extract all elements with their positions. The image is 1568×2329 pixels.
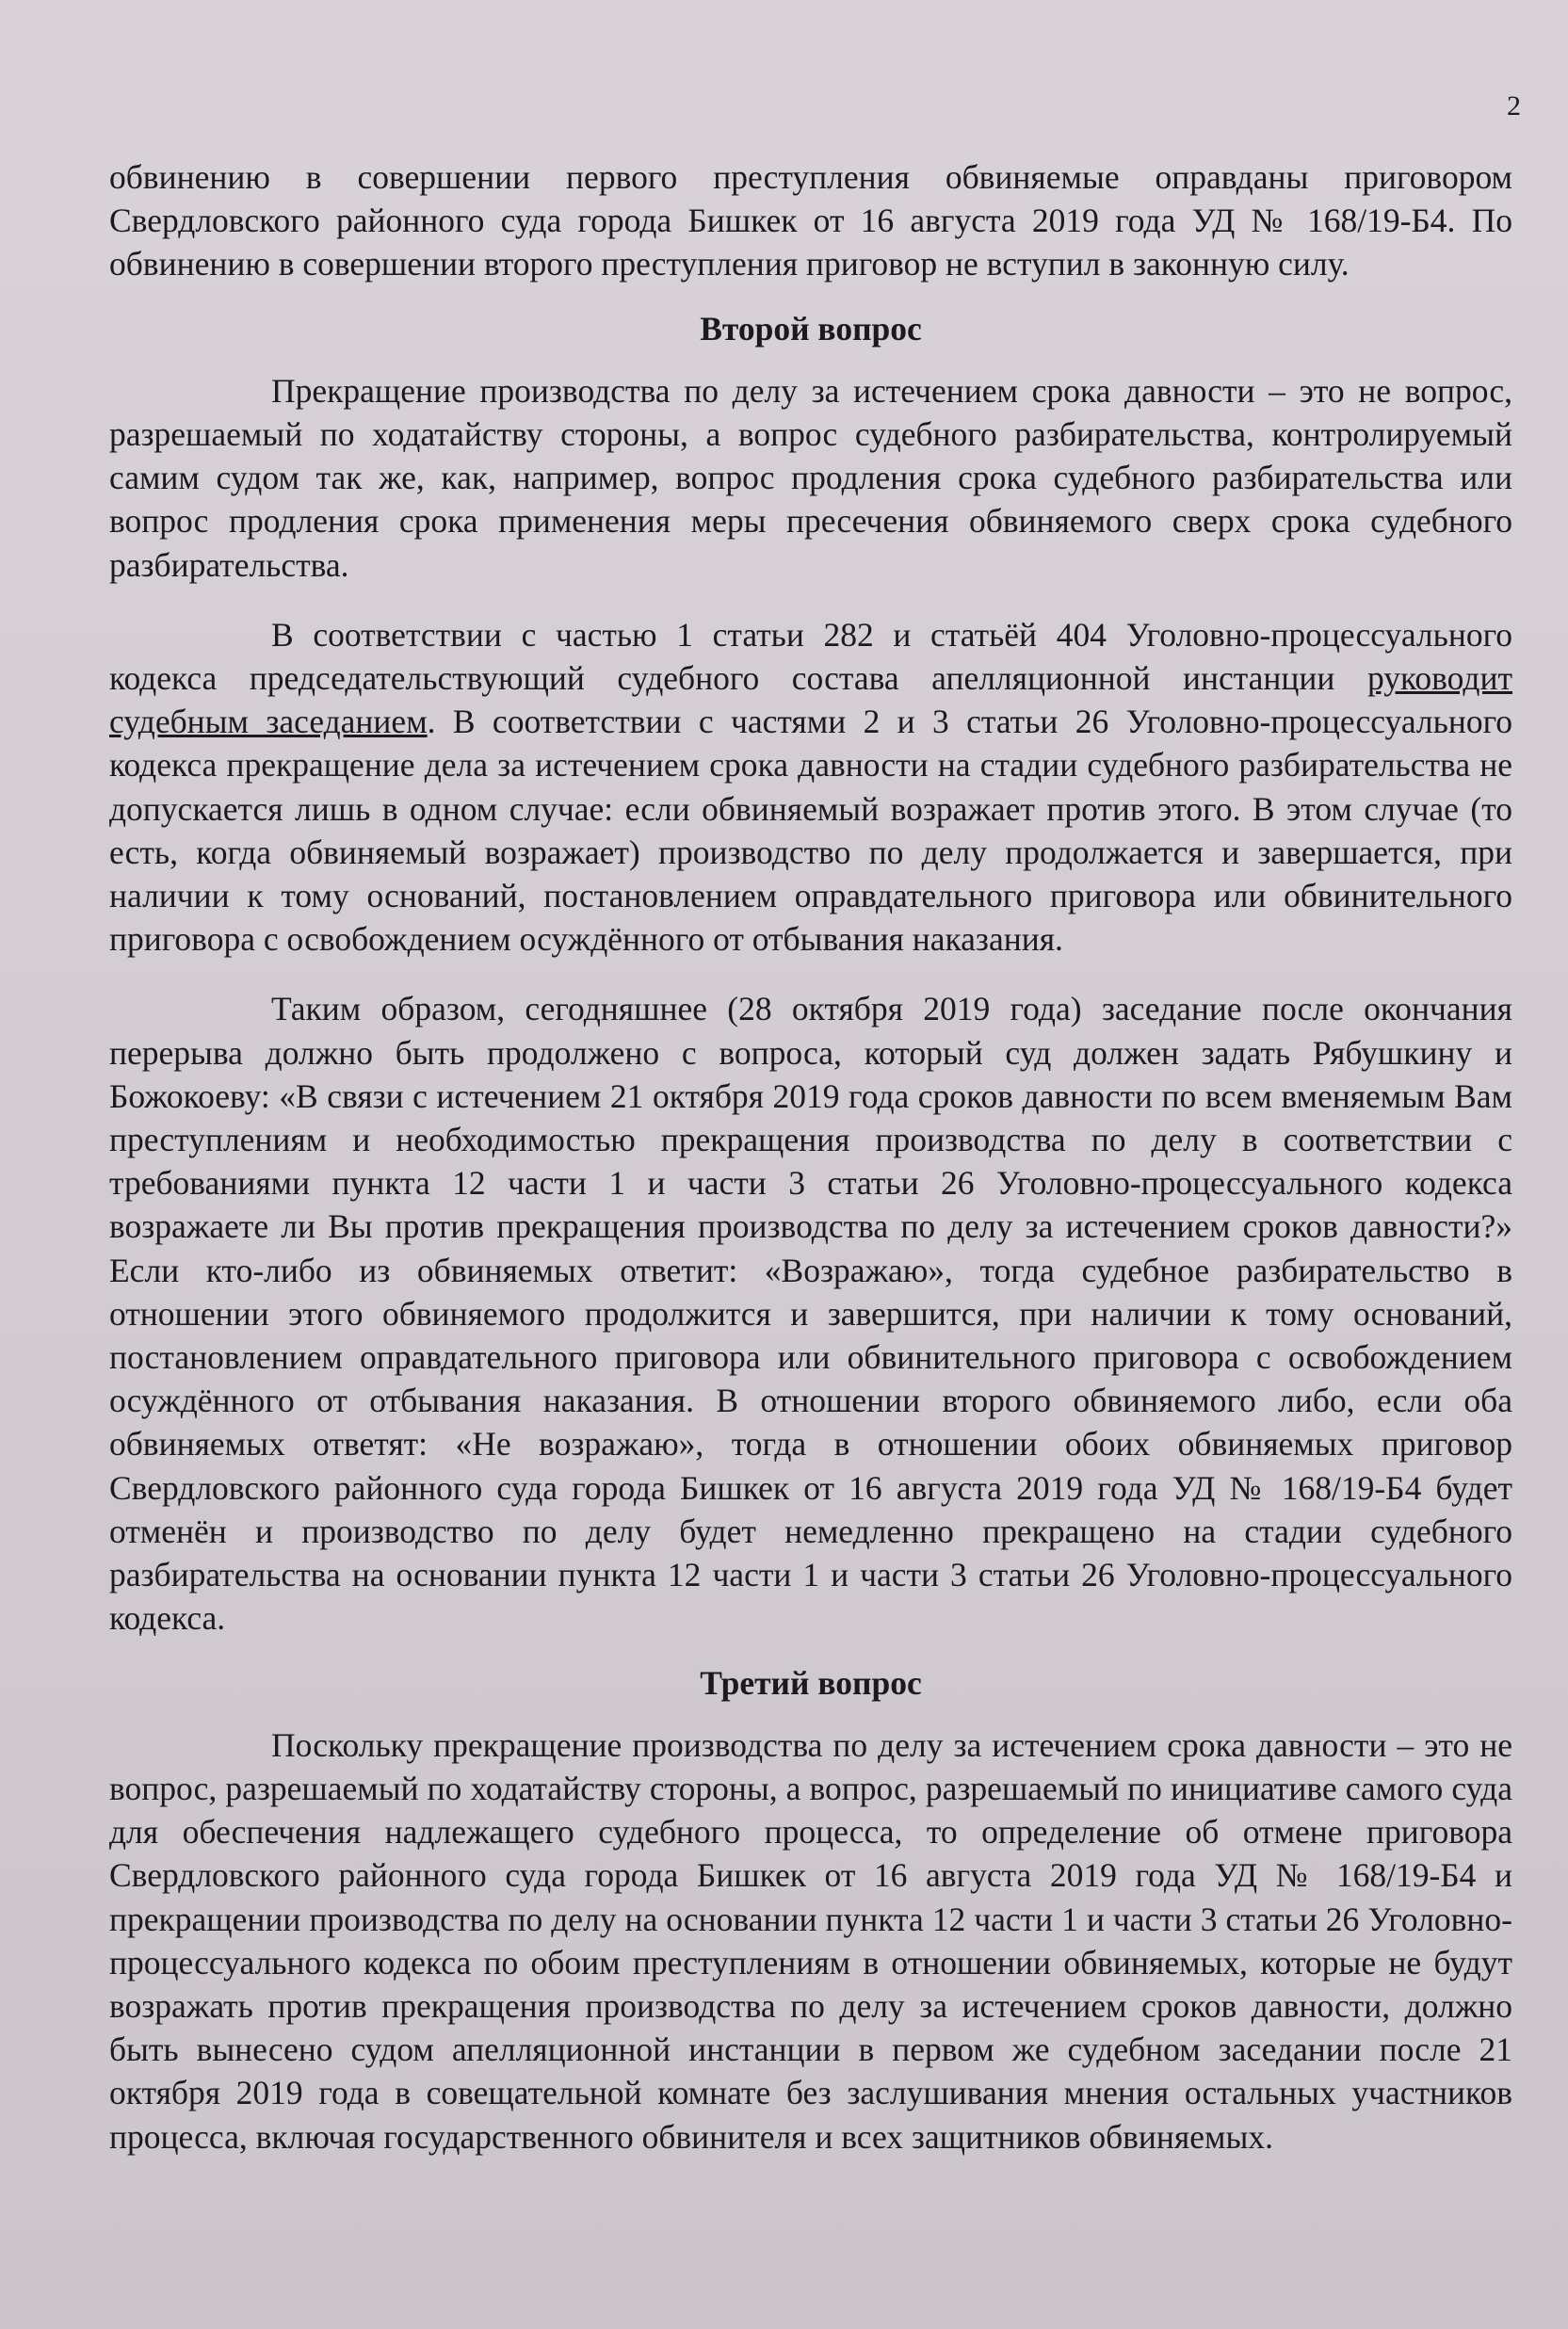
paragraph-ruling-procedure: Поскольку прекращение производства по делу за истечением срока давности – это не вопрос, разрешаемый по ходатайству стороны, а вопрос, разрешаемый по инициативе самого суда для обеспечения надлежащего судебного процесса, то определение об отмене приговора Свердловского районного суда города Бишкек от 16 августа 2019 года УД № 168/19-Б4 и прекращении производства по делу на основании пункта 12 части 1 и части 3 статьи 26 Уголовно-процессуального кодекса по обоим преступлениям в отношении обвиняемых, которые не будут возражать против прекращения производства по делу за истечением сроков давности, должно быть вынесено судом апелляционной инстанции в первом же судебном заседании после 21 октября 2019 года в совещательной комнате без заслушивания мнения остальных участников процесса, включая государственного обвинителя и всех защитников обвиняемых. <box>109 1725 1512 2156</box>
page-number: 2 <box>1507 90 1521 121</box>
document-body <box>109 155 1512 2159</box>
paragraph-todays-session: Таким образом, сегодняшнее (28 октября 2019 года) заседание после окончания перерыва должно быть продолжено с вопроса, который суд должен задать Рябушкину и Божокоеву: «В связи с истечением 21 октября 2019 года сроков давности по всем вменяемым Вам преступлениям и необходимостью прекращения производства по делу в соответствии с требованиями пункта 12 части 1 и части 3 статьи 26 Уголовно-процессуального кодекса возражаете ли Вы против прекращения производства по делу за истечением сроков давности?» Если кто-либо из обвиняемых ответит: «Возражаю», тогда судебное разбирательство в отношении этого обвиняемого продолжится и завершится, при наличии к тому оснований, постановлением оправдательного приговора или обвинительного приговора с освобождением осуждённого от отбывания наказания. В отношении второго обвиняемого либо, если оба обвиняемых ответят: «Не возражаю», тогда в отношении обоих обвиняемых приговор Свердловского районного суда города Бишкек от 16 августа 2019 года УД № 168/19-Б4 будет отменён и производство по делу будет немедленно прекращено на стадии судебного разбирательства на основании пункта 12 части 1 и части 3 статьи 26 Уголовно-процессуального кодекса. <box>109 990 1512 1638</box>
paragraph-code-articles-start: В соответствии с частью 1 статьи 282 и статьёй 404 Уголовно-процессуального кодекса председательствующий судебного состава апелляционной инстанции <box>109 615 1512 698</box>
underlined-phrase: руководит судебным заседанием <box>109 659 1512 741</box>
paragraph-termination-not-motion: Прекращение производства по делу за истечением срока давности – это не вопрос, разрешаемый по ходатайству стороны, а вопрос судебного разбирательства, контролируемый самим судом так же, как, например, вопрос продления срока судебного разбирательства или вопрос продления срока применения меры пресечения обвиняемого сверх срока судебного разбирательства. <box>109 371 1512 584</box>
section-heading-second-question: Второй вопрос <box>700 309 922 348</box>
paragraph-code-articles <box>109 613 1512 962</box>
section-heading-third-question: Третий вопрос <box>700 1663 922 1702</box>
paragraph-code-articles-end: . В соответствии с частями 2 и 3 статьи 26 Уголовно-процессуального кодекса прекращение дела за истечением срока давности на стадии судебного разбирательства не допускается лишь в одном случае: если обвиняемый возражает против этого. В этом случае (то есть, когда обвиняемый возражает) производство по делу продолжается и завершается, при наличии к тому оснований, постановлением оправдательного приговора или обвинительного приговора с освобождением осуждённого от отбывания наказания. <box>109 703 1512 959</box>
intro-paragraph: обвинению в совершении первого преступления обвиняемые оправданы приговором Свердловского районного суда города Бишкек от 16 августа 2019 года УД № 168/19-Б4. По обвинению в совершении второго преступления приговор не вступил в законную силу. <box>109 158 1512 283</box>
